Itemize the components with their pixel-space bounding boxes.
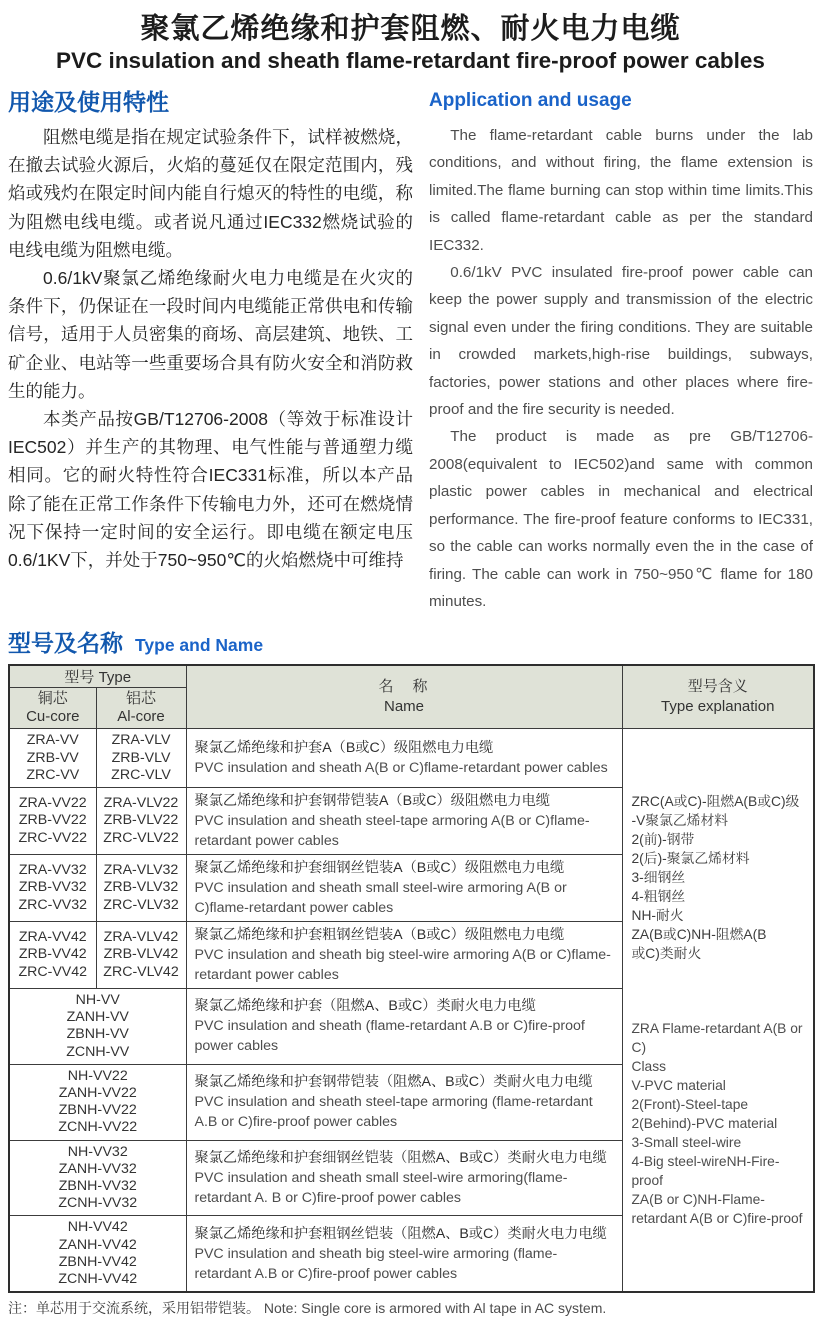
usage-heading-zh: 用途及使用特性 — [8, 89, 169, 115]
header-al-core: 铝芯 Al-core — [96, 688, 186, 729]
cable-name-cell: 聚氯乙烯绝缘和护套细钢丝铠装A（B或C）级阻燃电力电缆 PVC insulation and sheath small steel-wire armoring A(B or C)flame-retardant power cables — [186, 854, 622, 921]
cable-name-cell: 聚氯乙烯绝缘和护套细钢丝铠装（阻燃A、B或C）类耐火电力电缆 PVC insulation and sheath small steel-wire armoring(flame-retardant A. B or C)fire-proof power cables — [186, 1140, 622, 1216]
header-expl-en: Type explanation — [661, 698, 775, 716]
table-row — [9, 729, 814, 788]
header-cu-core: 铜芯 Cu-core — [9, 688, 96, 729]
table-header-row-1 — [9, 665, 814, 688]
cable-name-cell: 聚氯乙烯绝缘和护套（阻燃A、B或C）类耐火电力电缆 PVC insulation and sheath (flame-retardant A.B or C)fire-proof power cables — [186, 988, 622, 1064]
usage-paragraph-zh: 本类产品按GB/T12706-2008（等效于标准设计IEC502）并生产的其物理、电气性能与普通塑力缆相同。它的耐火特性符合IEC331标准，所以本产品除了能在正常工作条件下传输电力外，还可在燃烧情况下保持一定时间的安全运行。即电缆在额定电压0.6/1KV下，并处于750~950℃的火焰燃烧中可维持 — [8, 409, 413, 571]
page-title-zh: 聚氯乙烯绝缘和护套阻燃、耐火电力电缆 — [140, 13, 681, 45]
type-explanation-cell — [622, 729, 814, 1292]
type-explanation-en: ZRA Flame-retardant A(B or C) Class V-PVC material 2(Front)-Steel-tape 2(Behind)-PVC material 3-Small steel-wire 4-Big steel-wireNH-Fire-proof ZA(B or C)NH-Flame- retardant A(B or C)fire-proof — [631, 1021, 803, 1227]
usage-section — [8, 82, 813, 615]
type-heading-en: Type and Name — [135, 635, 264, 656]
nh-type-codes: NH-VV22 ZANH-VV22 ZBNH-VV22 ZCNH-VV22 — [9, 1064, 186, 1140]
al-type-codes: ZRA-VLV ZRB-VLV ZRC-VLV — [96, 729, 186, 788]
cu-type-codes: ZRA-VV32 ZRB-VV32 ZRC-VV32 — [9, 854, 96, 921]
type-name-table — [8, 664, 815, 1293]
usage-paragraph-en: 0.6/1kV PVC insulated fire-proof power cable can keep the power supply and transmission of the electric signal even under the firing conditions. They are suitable in crowded markets,high-rise buildings, subways, factories, power stations and other places where fire-proof and the fire security is needed. — [429, 264, 813, 419]
cable-name-cell: 聚氯乙烯绝缘和护套钢带铠装A（B或C）级阻燃电力电缆 PVC insulation and sheath steel-tape armoring A(B or C)flame-retardant power cables — [186, 787, 622, 854]
cu-type-codes: ZRA-VV22 ZRB-VV22 ZRC-VV22 — [9, 787, 96, 854]
usage-paragraph-en: The flame-retardant cable burns under the lab conditions, and without firing, the flame extension is limited.The flame burning can stop within time limits.This is called flame-retardant cable as per the standard IEC332. — [429, 127, 813, 254]
footnote-zh: 注：单芯用于交流系统，采用铝带铠装。 — [8, 1300, 260, 1317]
footnote-en: Note: Single core is armored with Al tape in AC system. — [263, 1300, 607, 1317]
usage-column-english — [429, 82, 813, 615]
cable-name-cell: 聚氯乙烯绝缘和护套粗钢丝铠装A（B或C）级阻燃电力电缆 PVC insulation and sheath big steel-wire armoring A(B or C)flame-retardant power cables — [186, 921, 622, 988]
header-name-en: Name — [383, 698, 424, 716]
type-heading-zh: 型号及名称 — [8, 630, 123, 657]
cable-name-cell: 聚氯乙烯绝缘和护套钢带铠装（阻燃A、B或C）类耐火电力电缆 PVC insulation and sheath steel-tape armoring (flame-retardant A.B or C)fire-proof power cables — [186, 1064, 622, 1140]
usage-paragraph-zh: 0.6/1kV聚氯乙烯绝缘耐火电力电缆是在火灾的条件下，仍保证在一段时间内电缆能正常供电和传输信号，适用于人员密集的商场、高层建筑、地铁、工矿企业、电站等一些重要场合具有防火安全和消防救生的能力。 — [8, 268, 413, 401]
usage-heading-en: Application and usage — [429, 90, 632, 111]
nh-type-codes: NH-VV32 ZANH-VV32 ZBNH-VV32 ZCNH-VV32 — [9, 1140, 186, 1216]
header-expl-zh: 型号含义 — [687, 678, 748, 696]
header-name — [186, 665, 622, 729]
usage-column-chinese — [8, 82, 413, 615]
type-explanation-zh: ZRC(A或C)-阻燃A(B或C)级 -V聚氯乙烯材料 2(前)-钢带 2(后)-聚氯乙烯材料 3-细钢丝 4-粗钢丝 NH-耐火 ZA(B或C)NH-阻燃A(B 或C)类耐火 — [631, 794, 800, 962]
type-section-heading — [8, 625, 813, 658]
header-type-group: 型号 Type — [9, 665, 186, 688]
nh-type-codes: NH-VV ZANH-VV ZBNH-VV ZCNH-VV — [9, 988, 186, 1064]
header-type-explanation — [622, 665, 814, 729]
nh-type-codes: NH-VV42 ZANH-VV42 ZBNH-VV42 ZCNH-VV42 — [9, 1216, 186, 1292]
al-type-codes: ZRA-VLV32 ZRB-VLV32 ZRC-VLV32 — [96, 854, 186, 921]
header-name-zh: 名 称 — [378, 678, 430, 696]
cu-type-codes: ZRA-VV ZRB-VV ZRC-VV — [9, 729, 96, 788]
al-type-codes: ZRA-VLV22 ZRB-VLV22 ZRC-VLV22 — [96, 787, 186, 854]
table-footnote — [8, 1298, 813, 1318]
usage-paragraph-en: The product is made as pre GB/T12706-2008(equivalent to IEC502)and same with common plastic power cables in mechanical and electrical performance. The fire-proof feature conforms to IEC331, so the cable can works normally even the in the case of firing. The cable can work in 750~950℃ flame for 180 minutes. — [429, 428, 813, 610]
page-title-en: PVC insulation and sheath flame-retardant fire-proof power cables — [56, 48, 765, 73]
cu-type-codes: ZRA-VV42 ZRB-VV42 ZRC-VV42 — [9, 921, 96, 988]
cable-name-cell: 聚氯乙烯绝缘和护套粗钢丝铠装（阻燃A、B或C）类耐火电力电缆 PVC insulation and sheath big steel-wire armoring (flame-retardant A.B or C)fire-proof power cables — [186, 1216, 622, 1292]
usage-paragraph-zh: 阻燃电缆是指在规定试验条件下，试样被燃烧，在撤去试验火源后，火焰的蔓延仅在限定范围内，残焰或残灼在限定时间内能自行熄灭的特性的电缆，称为阻燃电线电缆。或者说凡通过IEC332燃烧试验的电线电缆为阻燃电缆。 — [8, 127, 413, 260]
cable-name-cell: 聚氯乙烯绝缘和护套A（B或C）级阻燃电力电缆 PVC insulation and sheath A(B or C)flame-retardant power cables — [186, 729, 622, 788]
al-type-codes: ZRA-VLV42 ZRB-VLV42 ZRC-VLV42 — [96, 921, 186, 988]
